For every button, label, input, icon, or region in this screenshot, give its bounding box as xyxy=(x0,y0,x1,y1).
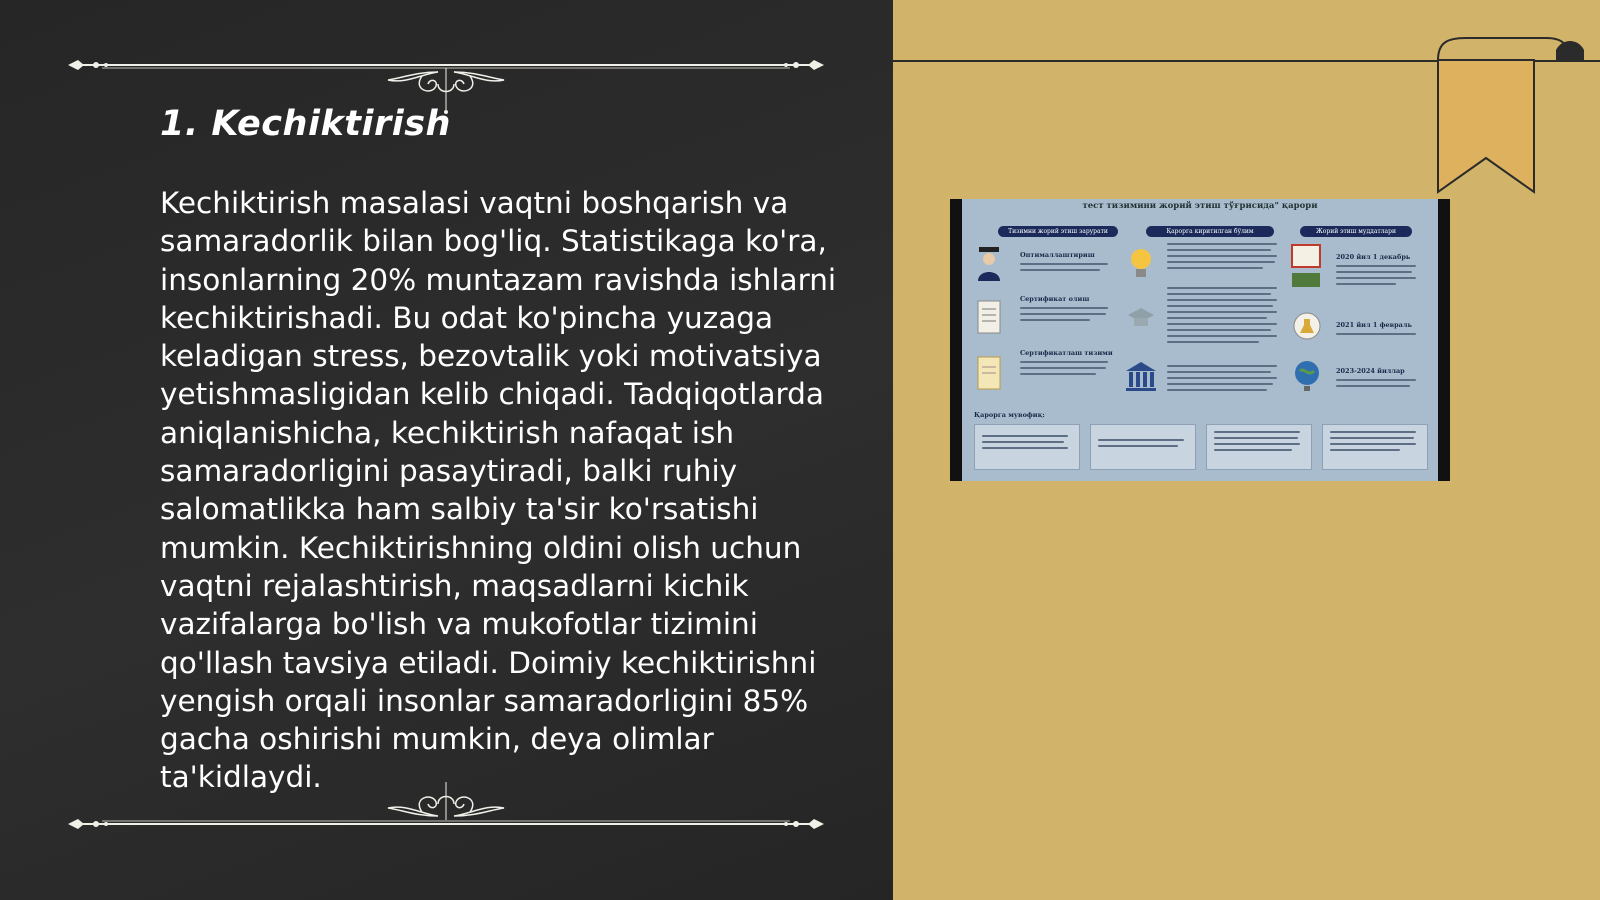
certificate-icon xyxy=(976,355,1002,391)
bookmark-ribbon-icon xyxy=(1436,36,1586,196)
infographic-item-label: Сертификатлаш тизими xyxy=(1020,349,1113,357)
lightbulb-icon xyxy=(1126,245,1156,281)
infographic-item-label: Сертификат олиш xyxy=(1020,295,1090,303)
infographic-image xyxy=(950,199,1450,481)
slide-title: 1. Kechiktirish xyxy=(160,104,451,144)
cap-icon xyxy=(1126,305,1156,331)
slide-body: Kechiktirish masalasi vaqtni boshqarish va samaradorlik bilan bog'liq. Statistikaga ko'ra, insonlarning 20% muntazam ravishda ishlarni kechiktirishadi. Bu odat ko'pincha yuzaga keladigan stress, bezovtalik yoki motivatsiya yetishmasligidan kelib chiqadi. Tadqiqotlarda aniqlanishicha, kechiktirish nafaqat ish samaradorligini pasaytiradi, balki ruhiy salomatlikka ham salbiy ta'sir ko'rsatishi mumkin. Kechiktirishning oldini olish uchun vaqtni rejalashtirish, maqsadlarni kichik vazifalarga bo'lish va mukofotlar tizimini qo'llash tavsiya etiladi. Doimiy kechiktirishni yengish orqali insonlar samaradorligini 85% gacha oshirishi mumkin, deya olimlar ta'kidlaydi. xyxy=(160,186,837,795)
infographic-box xyxy=(1090,424,1196,470)
infographic-date-label: 2023-2024 йиллар xyxy=(1336,367,1405,375)
infographic-item-label: Оптималлаштириш xyxy=(1020,251,1095,259)
infographic-header-pill: Тизимни жорий этиш зарурати xyxy=(998,226,1118,237)
globe-icon xyxy=(1292,359,1322,393)
graduate-icon xyxy=(976,245,1002,283)
ornament-divider-bottom xyxy=(66,782,826,842)
building-icon xyxy=(1124,359,1158,393)
infographic-title: тест тизимини жорий этиш тўғрисида" қарори xyxy=(1082,201,1318,211)
infographic-header-pill: Қарорга киритилган бўлим xyxy=(1146,226,1274,237)
infographic-section-label: Қарорга мувофиқ: xyxy=(974,411,1045,419)
document-icon xyxy=(976,299,1002,335)
infographic-date-label: 2021 йил 1 февраль xyxy=(1336,321,1412,329)
book-icon xyxy=(1290,243,1324,289)
infographic-header-pill: Жорий этиш муддатлари xyxy=(1300,226,1412,237)
flask-icon xyxy=(1292,311,1322,341)
infographic-date-label: 2020 йил 1 декабрь xyxy=(1336,253,1411,261)
